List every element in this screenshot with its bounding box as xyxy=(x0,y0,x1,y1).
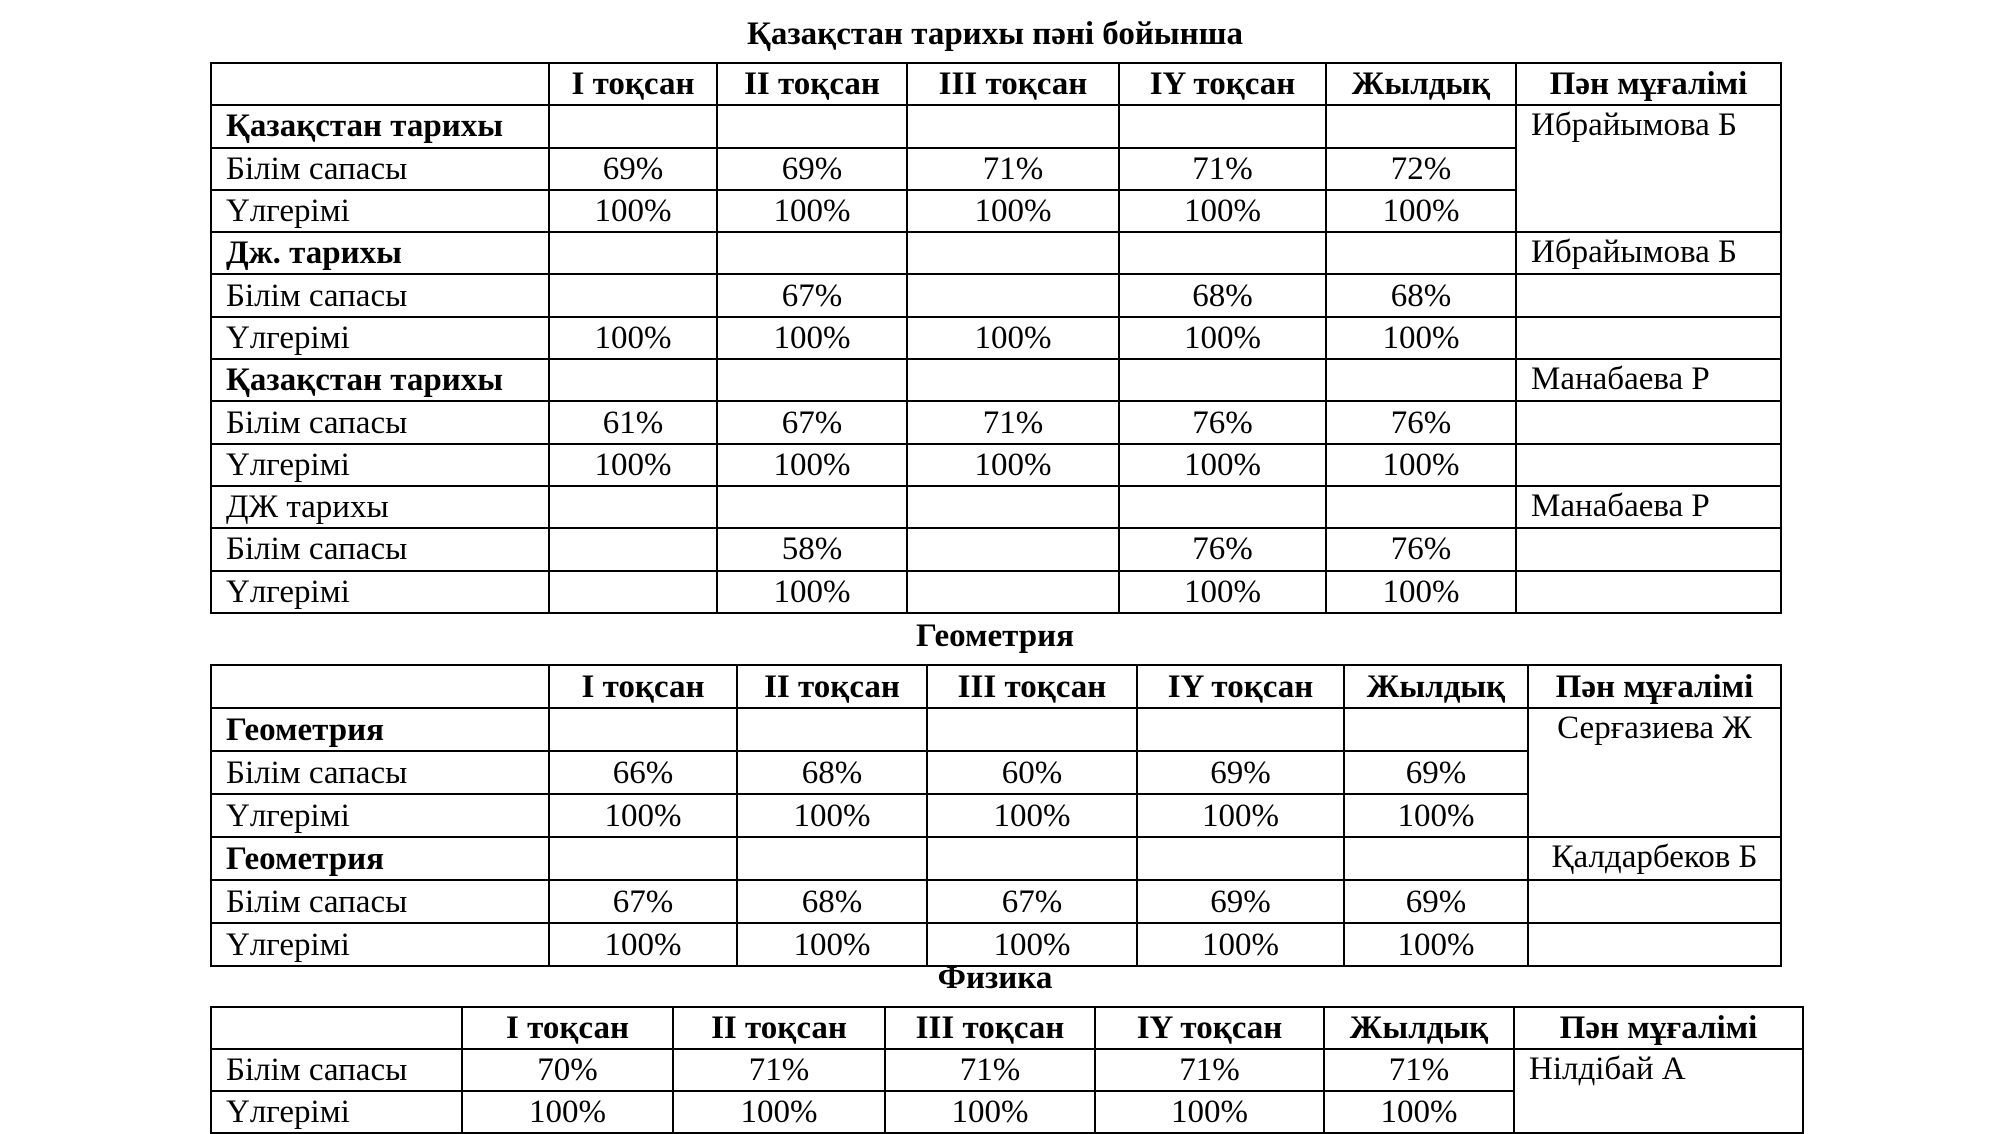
table-cell: 69% xyxy=(1137,751,1344,794)
table-cell xyxy=(549,571,717,613)
physics-section-title: Физика xyxy=(937,960,1053,996)
table-cell: 68% xyxy=(737,751,927,794)
table-cell: 100% xyxy=(549,923,737,966)
table-row xyxy=(211,105,1781,147)
metric-label: Білім сапасы xyxy=(211,528,549,570)
table-cell: 100% xyxy=(549,794,737,837)
header-cell-q2: II тоқсан xyxy=(717,63,907,105)
metric-label: Білім сапасы xyxy=(211,401,549,443)
table-cell: 67% xyxy=(717,401,907,443)
table-cell: 67% xyxy=(927,880,1137,923)
table-cell: 100% xyxy=(717,444,907,486)
table-cell: 100% xyxy=(1324,1091,1514,1133)
table-cell: 71% xyxy=(673,1049,885,1091)
metric-label: Білім сапасы xyxy=(211,148,549,190)
header-cell-teacher: Пән мұғалімі xyxy=(1528,665,1781,708)
table-cell xyxy=(549,274,717,316)
table-cell xyxy=(1528,880,1781,923)
table-cell xyxy=(907,486,1119,528)
table-row xyxy=(211,486,1781,528)
table-row xyxy=(211,571,1781,613)
table-cell xyxy=(717,359,907,401)
physics-grades-table xyxy=(210,1006,1804,1134)
table-cell: 100% xyxy=(1326,317,1516,359)
table-cell: 67% xyxy=(717,274,907,316)
table-cell: 60% xyxy=(927,751,1137,794)
teacher-name: Қалдарбеков Б xyxy=(1528,837,1781,880)
table-cell xyxy=(549,359,717,401)
table-cell: 72% xyxy=(1326,148,1516,190)
header-cell-q4: IY тоқсан xyxy=(1119,63,1326,105)
table-cell: 100% xyxy=(1119,444,1326,486)
table-cell xyxy=(1326,359,1516,401)
table-cell: 58% xyxy=(717,528,907,570)
table-cell xyxy=(1344,708,1528,751)
metric-label: Үлгерімі xyxy=(211,444,549,486)
table-cell: 100% xyxy=(1326,190,1516,232)
header-cell-q1: I тоқсан xyxy=(549,665,737,708)
table-cell xyxy=(737,708,927,751)
metric-label: Үлгерімі xyxy=(211,794,549,837)
header-cell-q3: III тоқсан xyxy=(927,665,1137,708)
metric-label: Үлгерімі xyxy=(211,571,549,613)
table-cell xyxy=(1516,401,1781,443)
table-cell: 100% xyxy=(1326,571,1516,613)
table-row xyxy=(211,359,1781,401)
table-cell xyxy=(1119,105,1326,147)
table-cell xyxy=(1137,708,1344,751)
table-cell: 71% xyxy=(885,1049,1095,1091)
table-cell xyxy=(927,837,1137,880)
table-cell: 69% xyxy=(549,148,717,190)
table-cell: 100% xyxy=(1344,923,1528,966)
table-cell xyxy=(1516,444,1781,486)
table-cell: 100% xyxy=(1119,571,1326,613)
subject-label: Геометрия xyxy=(211,708,549,751)
table-cell xyxy=(1326,105,1516,147)
header-cell-annual: Жылдық xyxy=(1326,63,1516,105)
table-cell xyxy=(907,232,1119,274)
table-cell xyxy=(549,486,717,528)
metric-label: Білім сапасы xyxy=(211,274,549,316)
table-header-row xyxy=(211,1007,1803,1049)
table-cell xyxy=(1326,232,1516,274)
table-row xyxy=(211,444,1781,486)
subject-label: Қазақстан тарихы xyxy=(211,359,549,401)
header-cell-q3: III тоқсан xyxy=(885,1007,1095,1049)
subject-label: Дж. тарихы xyxy=(211,232,549,274)
table-cell: 68% xyxy=(1326,274,1516,316)
table-cell xyxy=(549,837,737,880)
history-grades-table xyxy=(210,62,1782,614)
table-row xyxy=(211,232,1781,274)
teacher-name: Нілдібай А xyxy=(1514,1049,1803,1133)
header-cell-annual: Жылдық xyxy=(1344,665,1528,708)
subject-label: Геометрия xyxy=(211,837,549,880)
table-cell: 69% xyxy=(1344,751,1528,794)
subject-label: ДЖ тарихы xyxy=(211,486,549,528)
table-cell: 76% xyxy=(1119,401,1326,443)
table-cell xyxy=(1119,232,1326,274)
table-cell: 100% xyxy=(1119,190,1326,232)
table-header-row xyxy=(211,665,1781,708)
header-cell-q1: I тоқсан xyxy=(549,63,717,105)
table-cell xyxy=(907,528,1119,570)
table-cell xyxy=(907,359,1119,401)
table-cell xyxy=(549,528,717,570)
table-row xyxy=(211,528,1781,570)
table-cell xyxy=(1119,359,1326,401)
table-row xyxy=(211,1049,1803,1091)
header-cell-q4: IY тоқсан xyxy=(1137,665,1344,708)
header-cell xyxy=(211,63,549,105)
table-cell xyxy=(717,105,907,147)
table-cell: 100% xyxy=(549,190,717,232)
table-cell xyxy=(907,105,1119,147)
table-cell xyxy=(1516,571,1781,613)
metric-label: Үлгерімі xyxy=(211,317,549,359)
teacher-name: Манабаева Р xyxy=(1516,486,1781,528)
table-cell xyxy=(1516,528,1781,570)
table-cell: 76% xyxy=(1119,528,1326,570)
header-cell-q1: I тоқсан xyxy=(462,1007,673,1049)
teacher-name: Ибрайымова Б xyxy=(1516,232,1781,274)
teacher-name: Ибрайымова Б xyxy=(1516,105,1781,232)
metric-label: Үлгерімі xyxy=(211,1091,462,1133)
table-cell: 76% xyxy=(1326,528,1516,570)
table-cell: 100% xyxy=(717,571,907,613)
table-cell: 100% xyxy=(673,1091,885,1133)
table-cell: 100% xyxy=(1326,444,1516,486)
table-cell xyxy=(1137,837,1344,880)
table-cell: 68% xyxy=(737,880,927,923)
metric-label: Білім сапасы xyxy=(211,751,549,794)
header-cell-annual: Жылдық xyxy=(1324,1007,1514,1049)
table-cell: 100% xyxy=(737,794,927,837)
table-cell: 70% xyxy=(462,1049,673,1091)
header-cell-teacher: Пән мұғалімі xyxy=(1514,1007,1803,1049)
header-cell-q2: II тоқсан xyxy=(737,665,927,708)
table-cell xyxy=(1344,837,1528,880)
metric-label: Білім сапасы xyxy=(211,880,549,923)
table-cell: 100% xyxy=(927,794,1137,837)
table-cell xyxy=(907,274,1119,316)
table-cell: 67% xyxy=(549,880,737,923)
table-cell: 68% xyxy=(1119,274,1326,316)
table-cell: 100% xyxy=(927,923,1137,966)
table-cell: 71% xyxy=(1324,1049,1514,1091)
table-row xyxy=(211,274,1781,316)
table-cell: 76% xyxy=(1326,401,1516,443)
table-cell: 100% xyxy=(1344,794,1528,837)
table-header-row xyxy=(211,63,1781,105)
table-cell: 100% xyxy=(907,190,1119,232)
header-cell-teacher: Пән мұғалімі xyxy=(1516,63,1781,105)
header-cell xyxy=(211,1007,462,1049)
table-cell: 100% xyxy=(549,317,717,359)
table-cell xyxy=(1326,486,1516,528)
teacher-name: Серғазиева Ж xyxy=(1528,708,1781,837)
table-cell xyxy=(549,232,717,274)
table-row xyxy=(211,837,1781,880)
table-cell: 66% xyxy=(549,751,737,794)
table-cell: 100% xyxy=(885,1091,1095,1133)
table-cell xyxy=(717,232,907,274)
table-cell: 61% xyxy=(549,401,717,443)
header-cell xyxy=(211,665,549,708)
table-cell xyxy=(927,708,1137,751)
table-row xyxy=(211,401,1781,443)
table-cell xyxy=(717,486,907,528)
table-cell: 100% xyxy=(737,923,927,966)
table-cell: 100% xyxy=(907,317,1119,359)
teacher-name: Манабаева Р xyxy=(1516,359,1781,401)
table-cell xyxy=(549,105,717,147)
table-cell: 100% xyxy=(717,317,907,359)
table-cell xyxy=(1516,317,1781,359)
history-section-title: Қазақстан тарихы пәні бойынша xyxy=(746,16,1244,52)
header-cell-q4: IY тоқсан xyxy=(1095,1007,1324,1049)
table-cell: 100% xyxy=(907,444,1119,486)
metric-label: Үлгерімі xyxy=(211,190,549,232)
metric-label: Үлгерімі xyxy=(211,923,549,966)
table-row xyxy=(211,880,1781,923)
table-cell: 100% xyxy=(1137,923,1344,966)
geometry-section-title: Геометрия xyxy=(916,618,1074,654)
table-cell xyxy=(907,571,1119,613)
subject-label: Қазақстан тарихы xyxy=(211,105,549,147)
metric-label: Білім сапасы xyxy=(211,1049,462,1091)
table-cell: 100% xyxy=(549,444,717,486)
table-cell: 71% xyxy=(907,401,1119,443)
table-cell xyxy=(549,708,737,751)
table-cell: 71% xyxy=(1119,148,1326,190)
geometry-grades-table xyxy=(210,664,1782,967)
table-cell: 69% xyxy=(1344,880,1528,923)
table-cell: 71% xyxy=(907,148,1119,190)
table-row xyxy=(211,708,1781,751)
table-row xyxy=(211,317,1781,359)
header-cell-q3: III тоқсан xyxy=(907,63,1119,105)
table-cell: 100% xyxy=(1137,794,1344,837)
table-cell: 71% xyxy=(1095,1049,1324,1091)
table-cell xyxy=(1119,486,1326,528)
table-cell xyxy=(737,837,927,880)
table-cell: 100% xyxy=(462,1091,673,1133)
table-cell xyxy=(1516,274,1781,316)
table-cell: 69% xyxy=(1137,880,1344,923)
table-cell: 100% xyxy=(717,190,907,232)
table-cell: 100% xyxy=(1095,1091,1324,1133)
table-cell: 100% xyxy=(1119,317,1326,359)
header-cell-q2: II тоқсан xyxy=(673,1007,885,1049)
table-cell: 69% xyxy=(717,148,907,190)
